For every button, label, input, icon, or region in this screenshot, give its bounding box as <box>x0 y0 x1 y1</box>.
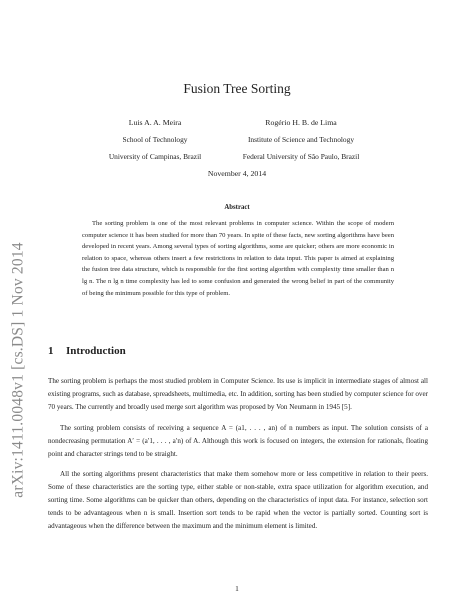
paragraph-1: The sorting problem is perhaps the most studied problem in Computer Science. Its use is implicit in intermediate stages of almost all existing programs, such as database, spreadsheets, multimedia, etc. In addition, sorting has been studied by computer science for over 70 years. The currently and broadly used merge sort algorithm was proposed by Von Neumann in 1945 [5]. <box>48 377 428 411</box>
paragraph-3: All the sorting algorithms present characteristics that make them somehow more or less competitive in relation to their peers. Some of these characteristics are the sorting type, either stable or non-stable, extra space utilization for algorithm execution, and sorting time. Some algorithms can be quicker than others, depending on the characteristics of input data. For instance, selection sort tends to be advantageous when n is small. Insertion sort tends to be rapid when the vector is partially sorted. Counting sort is advantageous when the difference between the maximum and the minimum element is limited. <box>48 470 428 531</box>
paper-date: November 4, 2014 <box>207 169 267 178</box>
arxiv-identifier-sidebar <box>8 155 30 585</box>
abstract-text: The sorting problem is one of the most relevant problems in computer science. Within the scope of modern computer science it has been studied for more than 70 years. In spite of these facts, new sorting algorithms have been developed in recent years. Among several types of sorting algorithms, some are quicker; others are more economic in relation to space, whereas others insert a few restrictions in relation to data input. This paper is aimed at explaining the fusion tree data structure, which is responsible for the first sorting algorithm with complexity time smaller than n lg n. The n lg n time complexity has led to some confusion and generated the wrong belief in part of the community of being the minimum possible for this type of problem. <box>82 220 394 297</box>
author-1-name: Luis A. A. Meira <box>128 118 182 127</box>
author-2-affiliation: Institute of Science and Technology <box>247 135 355 144</box>
author-1 <box>92 114 218 165</box>
paragraph-2: The sorting problem consists of receiving a sequence A = (a1, . . . , an) of n numbers as input. The solution consists of a nondecreasing permutation A′ = (a′1, . . . , a′n) of A. Although this work is focused on integers, the extension for rationals, floating point and character strings tend to be straight. <box>48 423 428 458</box>
abstract-body <box>82 218 394 299</box>
author-2 <box>222 114 380 165</box>
abstract-heading: Abstract <box>224 204 250 211</box>
author-1-affiliation: School of Technology <box>122 135 188 144</box>
author-2-institution: Federal University of São Paulo, Brazil <box>242 152 360 161</box>
introduction-body <box>48 375 428 541</box>
author-2-name: Rogério H. B. de Lima <box>265 118 337 127</box>
section-heading-introduction <box>48 345 126 357</box>
author-1-institution: University of Campinas, Brazil <box>108 152 202 161</box>
paper-title: Fusion Tree Sorting <box>183 81 291 96</box>
section-number: 1 <box>48 345 54 357</box>
page-number: 1 <box>235 584 239 593</box>
arxiv-identifier: arXiv:1411.0048v1 [cs.DS] 1 Nov 2014 <box>10 242 27 498</box>
section-title: Introduction <box>66 345 126 357</box>
